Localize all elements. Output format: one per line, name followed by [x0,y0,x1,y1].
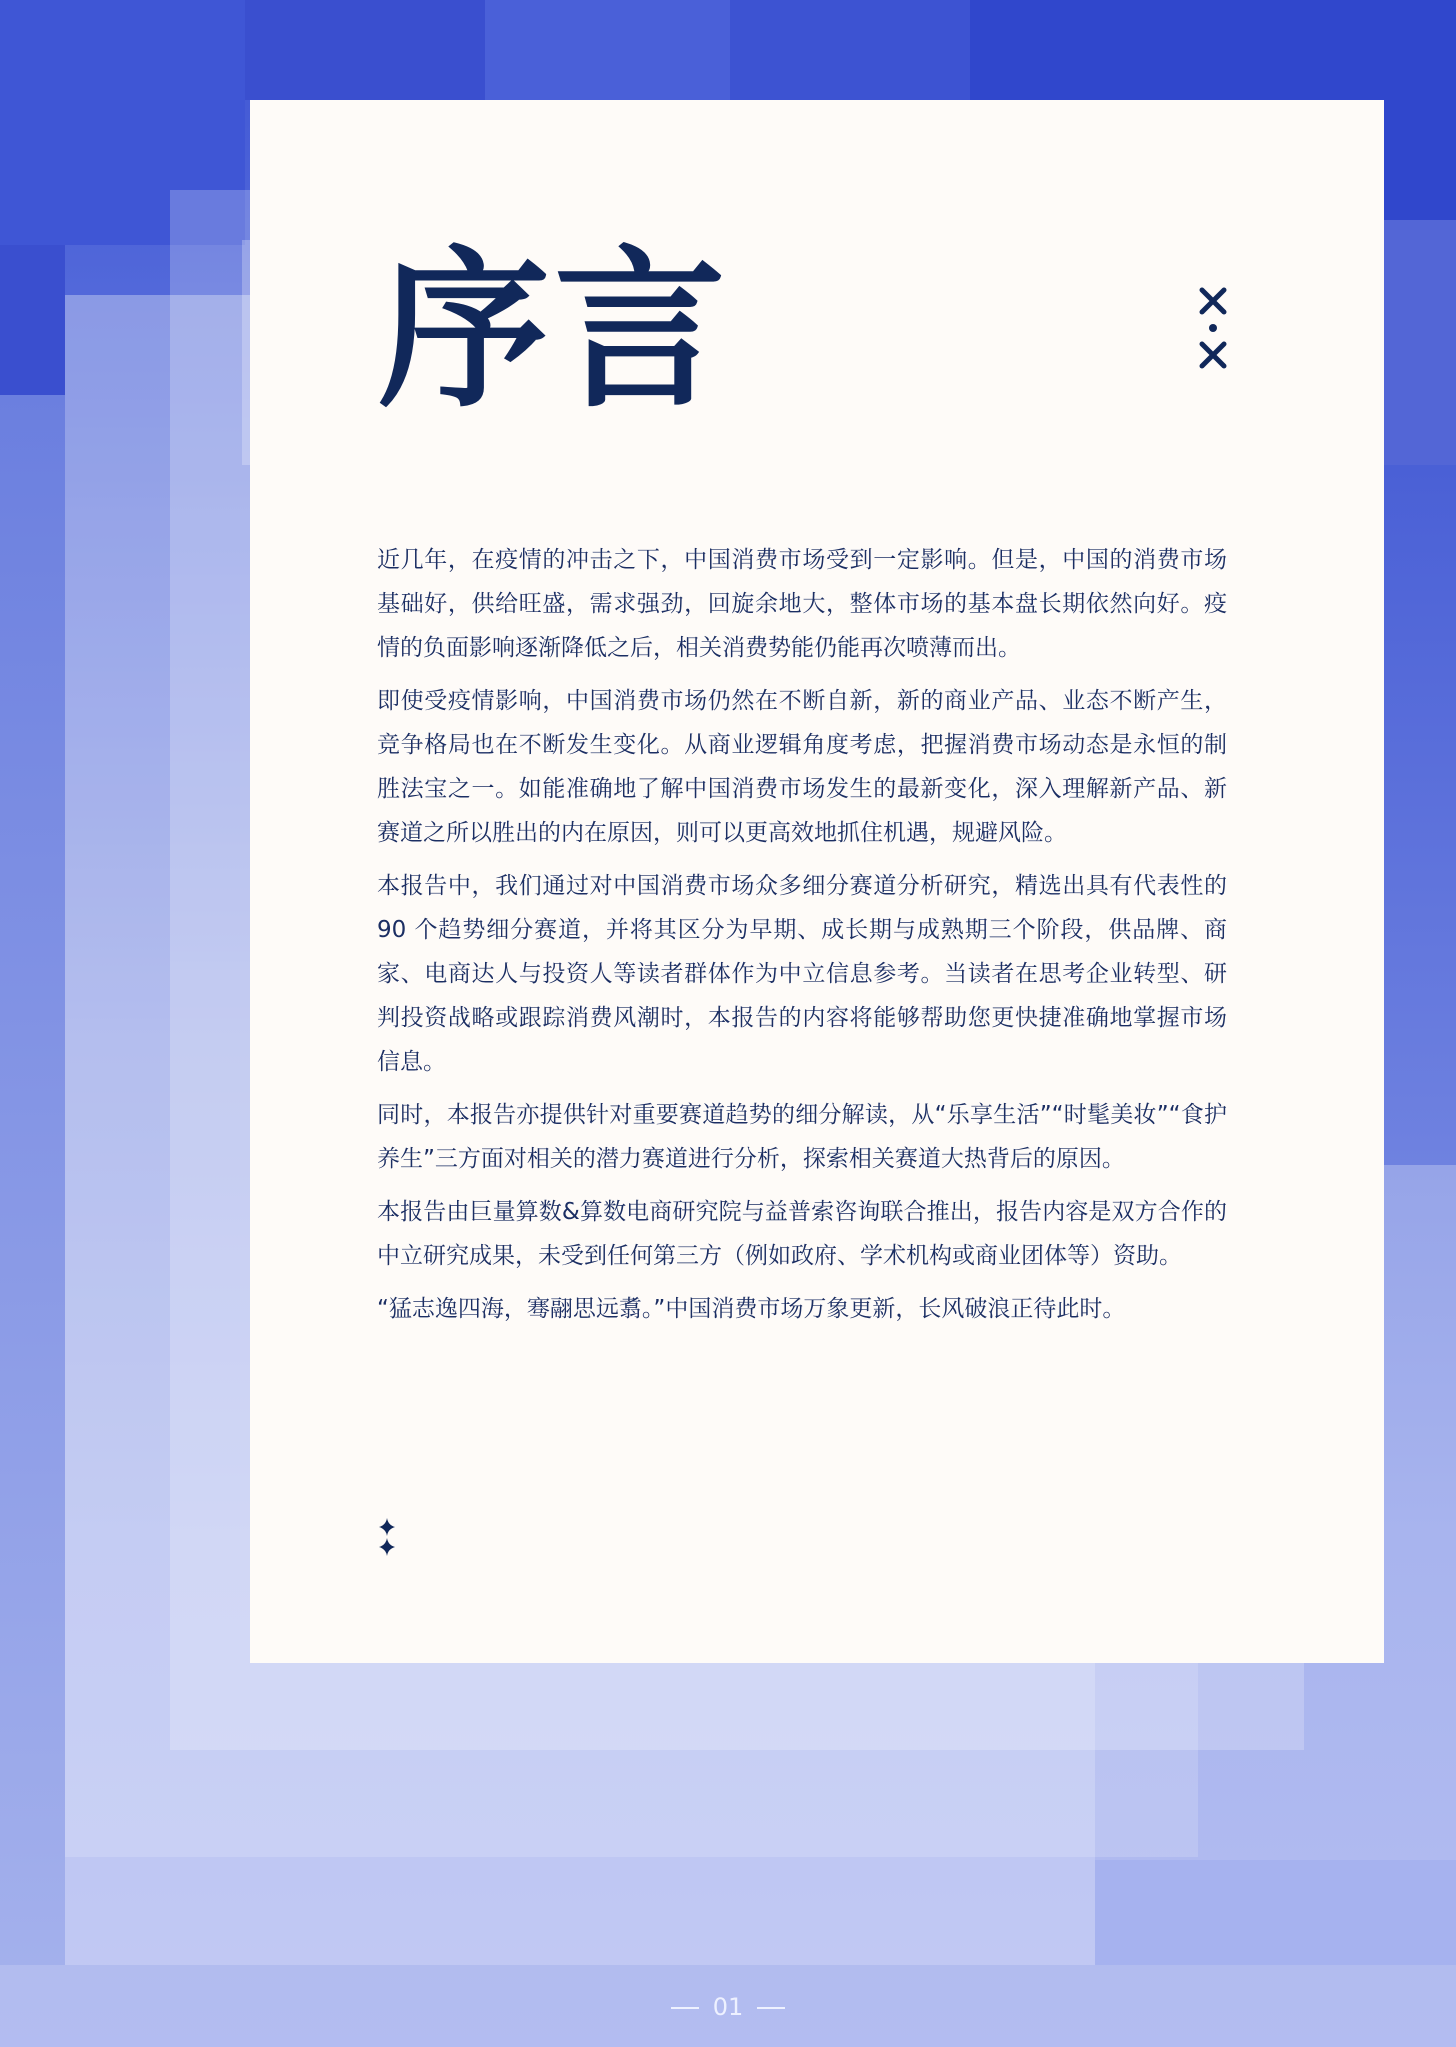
bg-tile [1384,465,1456,1165]
paragraph: 同时，本报告亦提供针对重要赛道趋势的细分解读，从“乐享生活”“时髦美妆”“食护养生”三方面对相关的潜力赛道进行分析，探索相关赛道大热背后的原因。 [377,1102,1227,1172]
paragraph: 本报告中，我们通过对中国消费市场众多细分赛道分析研究，精选出具有代表性的 90 个趋势细分赛道，并将其区分为早期、成长期与成熟期三个阶段，供品牌、商家、电商达人与投资人等读者群体作为中立信息参考。当读者在思考企业转型、研判投资战略或跟踪消费风潮时，本报告的内容将能够帮助您更快捷准确地掌握市场信息。 [377,873,1227,1075]
page-number [0,1990,1456,2024]
page-number-dash [671,2007,699,2009]
bg-tile [730,0,970,100]
page-number-dash [757,2007,785,2009]
page-number-text: 01 [712,1993,744,2021]
bg-tile [0,395,65,1965]
preface-body [377,538,1227,1340]
preface-card [250,100,1384,1663]
bg-tile [0,245,65,395]
bg-tile [1384,220,1456,465]
paragraph: 本报告由巨量算数&算数电商研究院与益普索咨询联合推出，报告内容是双方合作的中立研究成果，未受到任何第三方（例如政府、学术机构或商业团体等）资助。 [377,1199,1227,1269]
paragraph: 即使受疫情影响，中国消费市场仍然在不断自新，新的商业产品、业态不断产生，竞争格局也在不断发生变化。从商业逻辑角度考虑，把握消费市场动态是永恒的制胜法宝之一。如能准确地了解中国消费市场发生的最新变化，深入理解新产品、新赛道之所以胜出的内在原因，则可以更高效地抓住机遇，规避风险。 [377,688,1227,846]
paragraph: 近几年，在疫情的冲击之下，中国消费市场受到一定影响。但是，中国的消费市场基础好，供给旺盛，需求强劲，回旋余地大，整体市场的基本盘长期依然向好。疫情的负面影响逐渐降低之后，相关消费势能仍能再次喷薄而出。 [377,547,1227,661]
cross-dot-cross-icon [1195,283,1231,373]
sparkle-stars-icon [375,1518,399,1558]
bg-tile [1095,1860,1456,1965]
paragraph: “猛志逸四海，骞翮思远翥。”中国消费市场万象更新，长风破浪正待此时。 [377,1296,1126,1322]
page-title: 序言 [378,230,730,431]
bg-tile [245,0,485,100]
bg-tile [485,0,730,100]
